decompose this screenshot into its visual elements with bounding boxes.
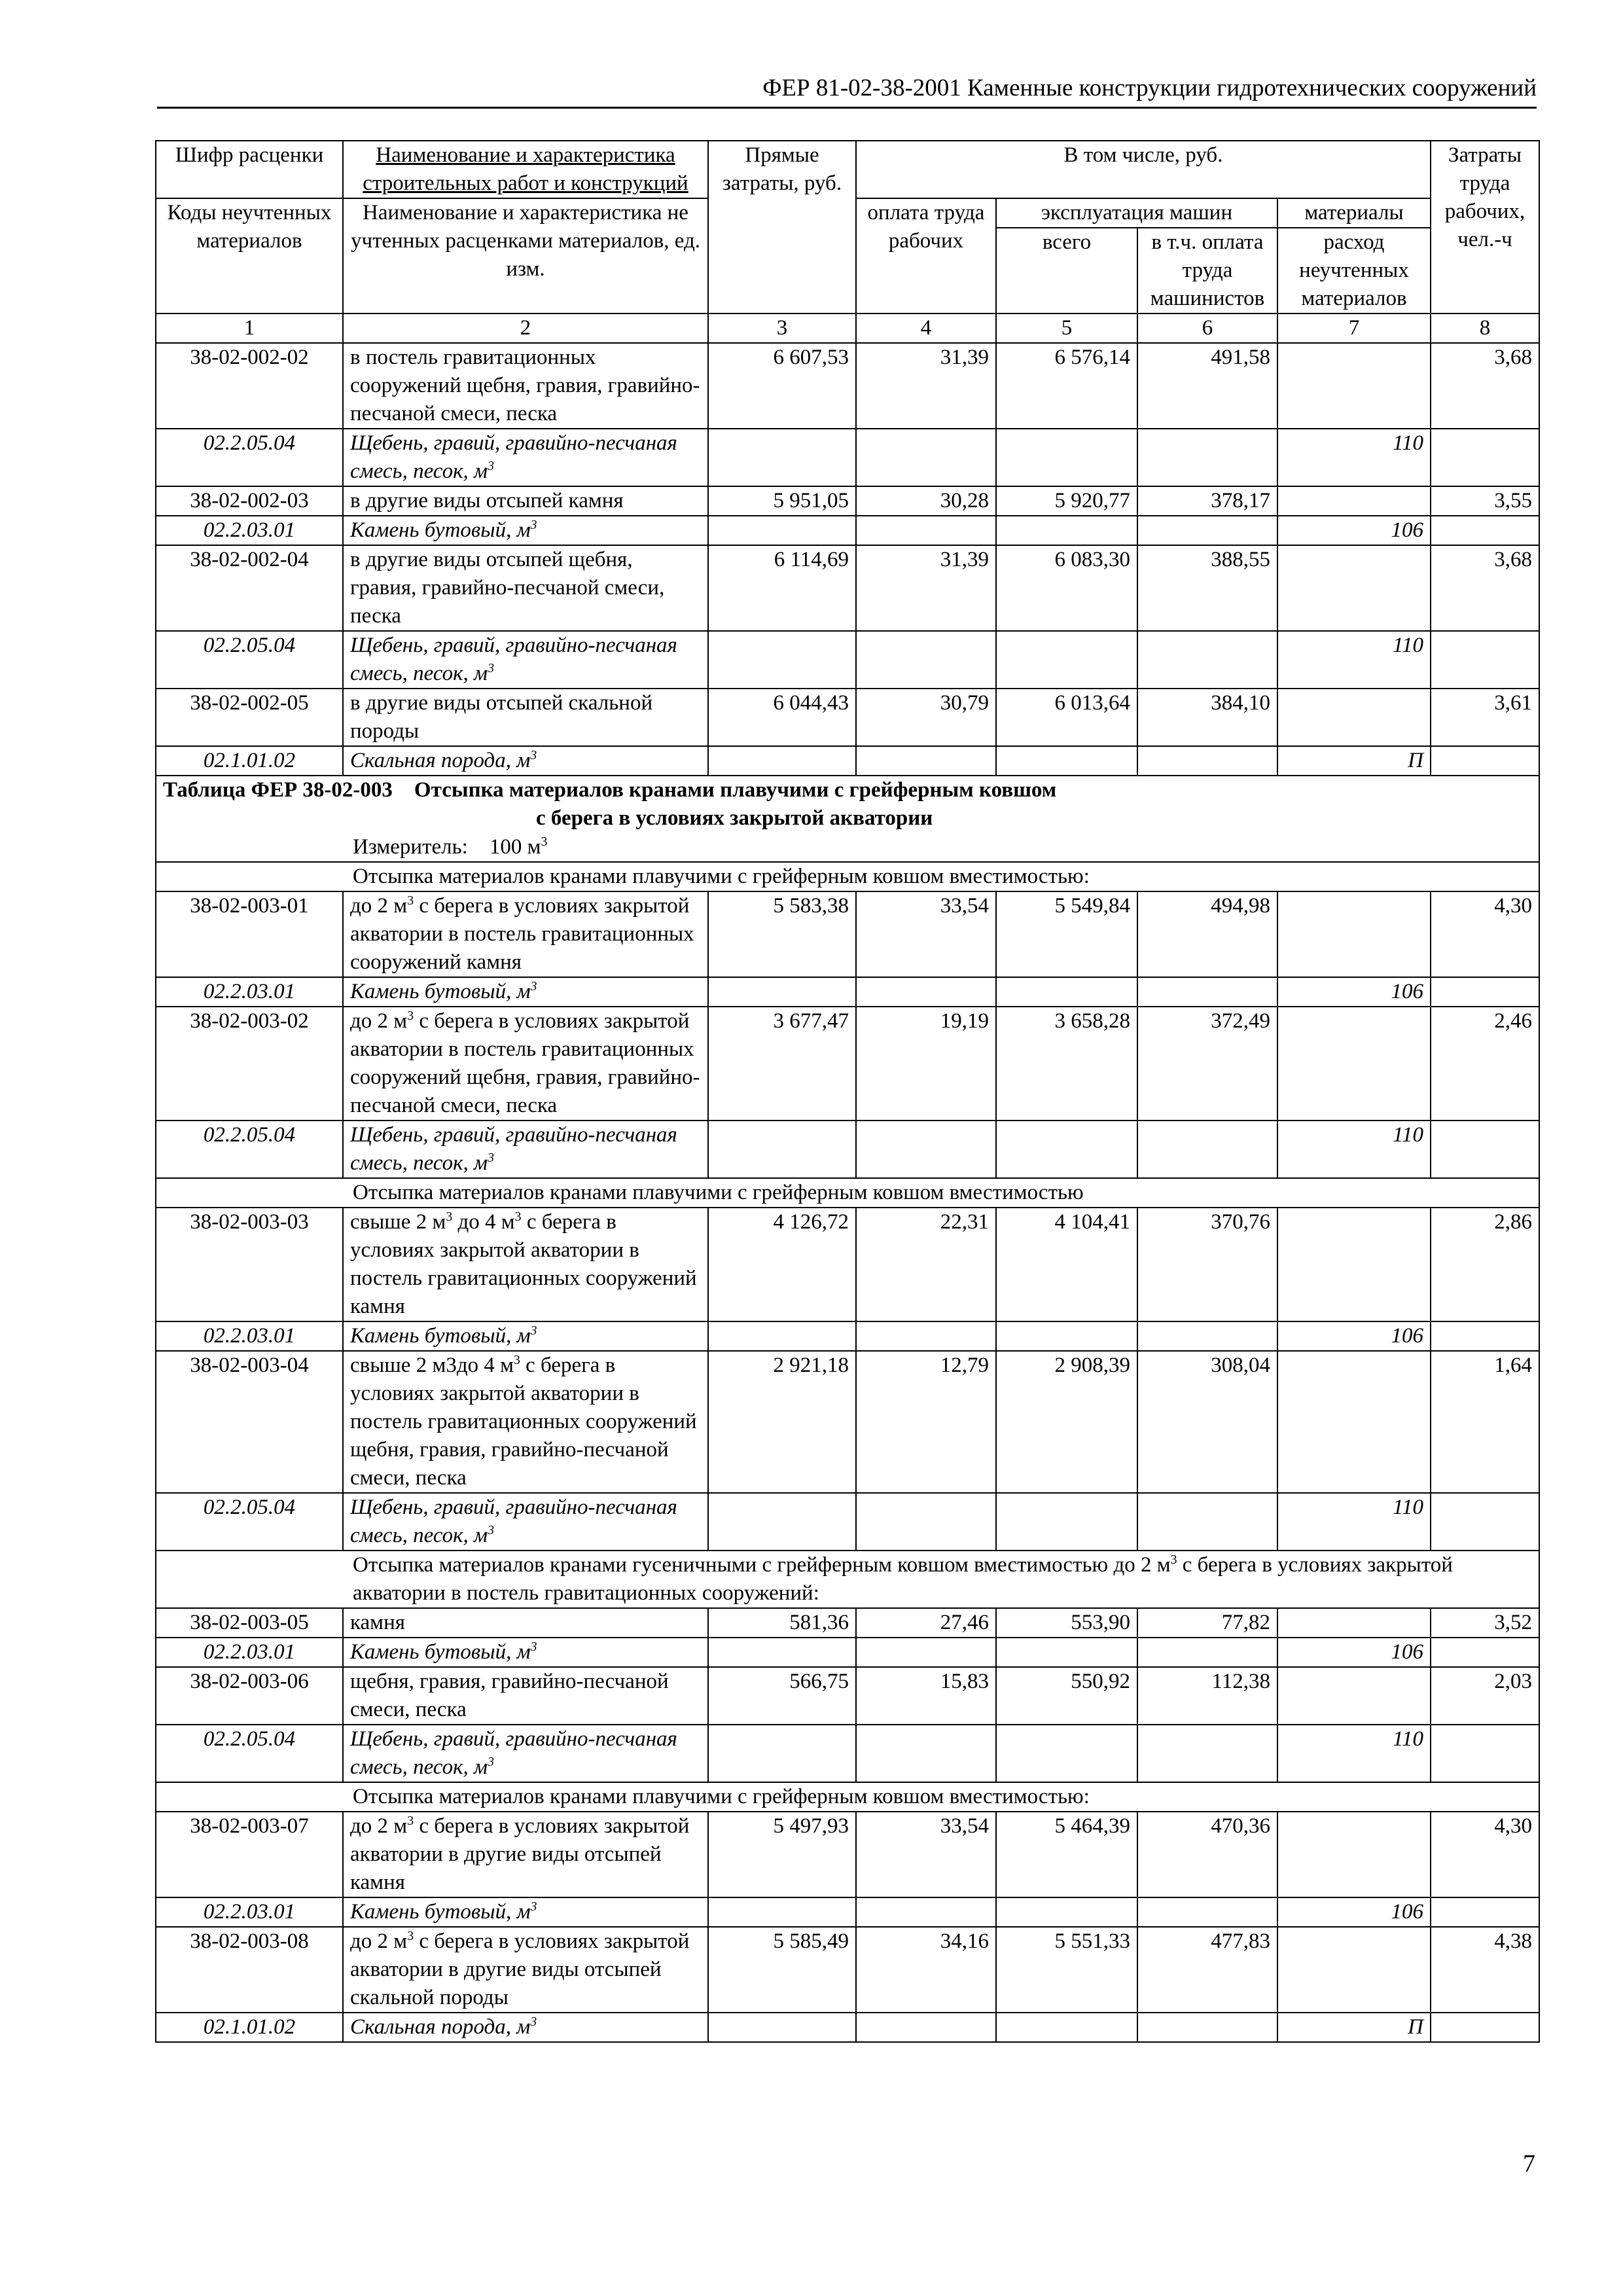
labor-hours: 3,61 xyxy=(1431,689,1539,746)
header-row-1 xyxy=(156,141,1539,198)
material-qty: 110 xyxy=(1277,1725,1431,1782)
materials-cost xyxy=(1277,1608,1431,1638)
machinists-cost: 470,36 xyxy=(1137,1812,1277,1897)
labor-hours: 2,03 xyxy=(1431,1667,1539,1725)
column-number: 3 xyxy=(708,314,856,343)
material-name: Скальная порода, м xyxy=(350,749,531,772)
empty-cell xyxy=(708,1725,856,1782)
machines-cost: 6 576,14 xyxy=(996,343,1137,429)
rate-name-pre: до 2 м xyxy=(350,894,408,918)
empty-cell xyxy=(856,1725,996,1782)
material-name-cell: Скальная порода, $м^3$ xyxy=(343,2013,708,2042)
material-row xyxy=(156,1725,1539,1782)
machines-cost: 4 104,41 xyxy=(996,1208,1137,1321)
material-code: 02.1.01.02 xyxy=(156,746,343,776)
rate-name: щебня, гравия, гравийно-песчаной смеси, песка xyxy=(350,1670,669,1721)
empty-cell xyxy=(1431,1321,1539,1351)
material-name-cell: Камень бутовый, $м^3$ xyxy=(343,1897,708,1927)
empty-cell xyxy=(856,2013,996,2042)
empty-cell xyxy=(1137,631,1277,689)
empty-cell xyxy=(1137,1638,1277,1667)
rate-code: 38-02-003-06 xyxy=(156,1667,343,1725)
empty-cell xyxy=(856,1121,996,1178)
empty-cell xyxy=(1137,1121,1277,1178)
table-row xyxy=(156,1208,1539,1321)
rate-name: свыше 2 м3до 4 $м^3$ с берега в условиях закрытой акватории в постель гравитационных сооружений щебня, гравия, гравийно-песчаной смеси, песка xyxy=(350,1353,697,1490)
direct-cost: 2 921,18 xyxy=(708,1351,856,1493)
machinists-cost: 477,83 xyxy=(1137,1927,1277,2013)
labor-cost: 19,19 xyxy=(856,1007,996,1121)
empty-cell xyxy=(1431,977,1539,1007)
group-text-cont: с берега в условиях закрытой акватории в постель гравитационных сооружений: xyxy=(353,1553,1453,1605)
material-row xyxy=(156,516,1539,545)
direct-cost: 4 126,72 xyxy=(708,1208,856,1321)
machines-header: эксплуатация машин xyxy=(996,198,1277,228)
section-title xyxy=(156,776,1539,862)
rate-name-post: с берега в условиях закрытой акватории в постель гравитационных сооружений щебня, гравия, гравийно-песчаной смеси, песка xyxy=(350,1009,700,1117)
column-number: 7 xyxy=(1277,314,1431,343)
section-title-row xyxy=(156,776,1539,862)
empty-cell xyxy=(856,516,996,545)
material-code: 02.1.01.02 xyxy=(156,2013,343,2042)
direct-cost: 6 044,43 xyxy=(708,689,856,746)
material-code: 02.2.03.01 xyxy=(156,977,343,1007)
empty-cell xyxy=(1137,1321,1277,1351)
materials-cost xyxy=(1277,891,1431,977)
group-caption xyxy=(156,1782,1539,1812)
table-row xyxy=(156,545,1539,631)
group-header: В том числе, руб. xyxy=(856,141,1431,198)
materials-cost xyxy=(1277,1208,1431,1321)
rate-name-cell xyxy=(343,1667,708,1725)
direct-cost: 5 497,93 xyxy=(708,1812,856,1897)
running-header: ФЕР 81-02-38-2001 Каменные конструкции гидротехнических сооружений xyxy=(762,75,1537,101)
machinists-cost: 372,49 xyxy=(1137,1007,1277,1121)
col8-header: Затраты труда рабочих, чел.-ч xyxy=(1431,141,1539,314)
group-row xyxy=(156,1178,1539,1208)
empty-cell xyxy=(1137,1493,1277,1551)
labor-cost: 33,54 xyxy=(856,891,996,977)
measure-line: Измеритель: 100 $м^3$ xyxy=(353,834,548,859)
labor-hours: 2,86 xyxy=(1431,1208,1539,1321)
empty-cell xyxy=(1137,1725,1277,1782)
materials-cost xyxy=(1277,545,1431,631)
rate-name-pre: до 2 м xyxy=(350,1929,408,1953)
empty-cell xyxy=(996,429,1137,486)
rate-name-cell xyxy=(343,545,708,631)
table-row xyxy=(156,1608,1539,1638)
rate-name: в другие виды отсыпей камня xyxy=(350,489,624,512)
empty-cell xyxy=(1431,429,1539,486)
material-name: Камень бутовый, м xyxy=(350,1324,531,1348)
material-qty: 106 xyxy=(1277,1638,1431,1667)
rate-name: камня xyxy=(350,1611,405,1634)
empty-cell xyxy=(1431,1638,1539,1667)
material-qty: 110 xyxy=(1277,1493,1431,1551)
rate-name-cell: до 2 $м^3$ с берега в условиях закрытой акватории в постель гравитационных сооружений щебня, гравия, гравийно-песчаной смеси, песка xyxy=(343,1007,708,1121)
material-qty: 110 xyxy=(1277,631,1431,689)
rate-code: 38-02-003-08 xyxy=(156,1927,343,2013)
col4-header: оплата труда рабочих xyxy=(856,198,996,314)
labor-cost: 33,54 xyxy=(856,1812,996,1897)
rate-name-cell xyxy=(343,1608,708,1638)
col6-header: в т.ч. оплата труда машинистов xyxy=(1137,228,1277,314)
group-row xyxy=(156,1782,1539,1812)
column-number: 8 xyxy=(1431,314,1539,343)
column-numbers-row xyxy=(156,314,1539,343)
empty-cell xyxy=(1431,1121,1539,1178)
labor-cost: 30,28 xyxy=(856,486,996,516)
rate-name-cell xyxy=(343,1351,708,1493)
rate-name: в постель гравитационных сооружений щебня, гравия, гравийно-песчаной смеси, песка xyxy=(350,346,700,425)
material-row xyxy=(156,1493,1539,1551)
labor-hours: 3,68 xyxy=(1431,343,1539,429)
material-row xyxy=(156,2013,1539,2042)
labor-hours: 3,68 xyxy=(1431,545,1539,631)
materials-header: материалы xyxy=(1277,198,1431,228)
machines-cost: 5 920,77 xyxy=(996,486,1137,516)
table-row xyxy=(156,1812,1539,1897)
empty-cell xyxy=(708,1321,856,1351)
col2-top: Наименование и характеристика строительных работ и конструкций xyxy=(343,141,708,198)
machines-cost: 6 083,30 xyxy=(996,545,1137,631)
rate-name-cell xyxy=(343,486,708,516)
labor-cost: 27,46 xyxy=(856,1608,996,1638)
material-name-cell: Камень бутовый, $м^3$ xyxy=(343,1638,708,1667)
labor-cost: 22,31 xyxy=(856,1208,996,1321)
direct-cost: 581,36 xyxy=(708,1608,856,1638)
empty-cell xyxy=(708,429,856,486)
col2-bottom: Наименование и характеристика не учтенных расценками материалов, ед. изм. xyxy=(343,198,708,314)
empty-cell xyxy=(708,1121,856,1178)
materials-cost xyxy=(1277,1927,1431,2013)
rate-name: в другие виды отсыпей скальной породы xyxy=(350,691,653,743)
empty-cell xyxy=(996,516,1137,545)
machines-cost: 5 464,39 xyxy=(996,1812,1137,1897)
material-code: 02.2.03.01 xyxy=(156,1638,343,1667)
machines-cost: 3 658,28 xyxy=(996,1007,1137,1121)
group-text: Отсыпка материалов кранами гусеничными с грейферным ковшом вместимостью до 2 м xyxy=(353,1553,1171,1577)
rate-name-post: с берега в условиях закрытой акватории в другие виды отсыпей камня xyxy=(350,1814,690,1894)
direct-cost: 566,75 xyxy=(708,1667,856,1725)
empty-cell xyxy=(856,1321,996,1351)
table-row xyxy=(156,1667,1539,1725)
rate-name-cell: до 2 $м^3$ с берега в условиях закрытой акватории в другие виды отсыпей скальной породы xyxy=(343,1927,708,2013)
empty-cell xyxy=(1137,746,1277,776)
material-name: Щебень, гравий, гравийно-песчаная смесь, песок, м xyxy=(350,1123,677,1175)
machines-cost: 5 549,84 xyxy=(996,891,1137,977)
machines-cost: 553,90 xyxy=(996,1608,1137,1638)
empty-cell xyxy=(996,631,1137,689)
material-name-cell: Щебень, гравий, гравийно-песчаная смесь, песок, $м^3$ xyxy=(343,1725,708,1782)
group-text: Отсыпка материалов кранами плавучими с грейферным ковшом вместимостью xyxy=(353,1181,1084,1204)
labor-cost: 31,39 xyxy=(856,343,996,429)
material-code: 02.2.03.01 xyxy=(156,1321,343,1351)
group-row xyxy=(156,1551,1539,1608)
material-name: Камень бутовый, м xyxy=(350,1640,531,1664)
empty-cell xyxy=(996,746,1137,776)
direct-cost: 5 585,49 xyxy=(708,1927,856,2013)
empty-cell xyxy=(996,1725,1137,1782)
machinists-cost: 491,58 xyxy=(1137,343,1277,429)
material-name: Камень бутовый, м xyxy=(350,980,531,1003)
empty-cell xyxy=(856,1897,996,1927)
empty-cell xyxy=(856,429,996,486)
material-name-cell: Камень бутовый, $м^3$ xyxy=(343,516,708,545)
empty-cell xyxy=(1137,977,1277,1007)
materials-cost xyxy=(1277,1812,1431,1897)
material-row xyxy=(156,1321,1539,1351)
empty-cell xyxy=(1431,746,1539,776)
empty-cell xyxy=(856,1638,996,1667)
rate-name-cell: до 2 $м^3$ с берега в условиях закрытой акватории в постель гравитационных сооружений камня xyxy=(343,891,708,977)
labor-cost: 31,39 xyxy=(856,545,996,631)
materials-cost xyxy=(1277,343,1431,429)
direct-cost: 6 114,69 xyxy=(708,545,856,631)
material-qty: П xyxy=(1277,2013,1431,2042)
material-name-cell: Щебень, гравий, гравийно-песчаная смесь, песок, $м^3$ xyxy=(343,1121,708,1178)
empty-cell xyxy=(708,2013,856,2042)
rate-code: 38-02-003-07 xyxy=(156,1812,343,1897)
rate-name-cell xyxy=(343,343,708,429)
empty-cell xyxy=(708,746,856,776)
material-name: Щебень, гравий, гравийно-песчаная смесь, песок, м xyxy=(350,1496,677,1547)
rate-name: в другие виды отсыпей щебня, гравия, гравийно-песчаной смеси, песка xyxy=(350,548,665,628)
materials-cost xyxy=(1277,1351,1431,1493)
material-qty: 110 xyxy=(1277,429,1431,486)
column-number: 1 xyxy=(156,314,343,343)
empty-cell xyxy=(996,1493,1137,1551)
empty-cell xyxy=(1431,516,1539,545)
header-rule xyxy=(157,107,1537,109)
material-name: Щебень, гравий, гравийно-песчаная смесь, песок, м xyxy=(350,431,677,483)
labor-hours: 2,46 xyxy=(1431,1007,1539,1121)
material-name: Скальная порода, м xyxy=(350,2015,531,2039)
machinists-cost: 388,55 xyxy=(1137,545,1277,631)
empty-cell xyxy=(708,1493,856,1551)
col1-bottom: Коды неучтенных материалов xyxy=(156,198,343,314)
empty-cell xyxy=(856,631,996,689)
material-name-cell: Щебень, гравий, гравийно-песчаная смесь, песок, $м^3$ xyxy=(343,1493,708,1551)
labor-hours: 1,64 xyxy=(1431,1351,1539,1493)
column-number: 4 xyxy=(856,314,996,343)
labor-hours: 3,55 xyxy=(1431,486,1539,516)
empty-cell xyxy=(996,2013,1137,2042)
column-number: 2 xyxy=(343,314,708,343)
material-code: 02.2.05.04 xyxy=(156,1493,343,1551)
direct-cost: 5 951,05 xyxy=(708,486,856,516)
empty-cell xyxy=(708,516,856,545)
empty-cell xyxy=(1431,1493,1539,1551)
machines-cost: 6 013,64 xyxy=(996,689,1137,746)
labor-cost: 15,83 xyxy=(856,1667,996,1725)
material-qty: 106 xyxy=(1277,977,1431,1007)
material-row xyxy=(156,1897,1539,1927)
rate-name-post: с берега в условиях закрытой акватории в постель гравитационных сооружений камня xyxy=(350,894,694,974)
col1-top: Шифр расценки xyxy=(156,141,343,198)
rate-code: 38-02-003-04 xyxy=(156,1351,343,1493)
machinists-cost: 370,76 xyxy=(1137,1208,1277,1321)
empty-cell xyxy=(1431,2013,1539,2042)
labor-cost: 34,16 xyxy=(856,1927,996,2013)
rate-code: 38-02-002-02 xyxy=(156,343,343,429)
table-row xyxy=(156,1007,1539,1121)
empty-cell xyxy=(1431,1897,1539,1927)
machinists-cost: 308,04 xyxy=(1137,1351,1277,1493)
material-qty: 106 xyxy=(1277,1321,1431,1351)
machinists-cost: 384,10 xyxy=(1137,689,1277,746)
material-name-cell: Щебень, гравий, гравийно-песчаная смесь, песок, $м^3$ xyxy=(343,631,708,689)
empty-cell xyxy=(996,1121,1137,1178)
table-row xyxy=(156,343,1539,429)
empty-cell xyxy=(996,977,1137,1007)
material-row xyxy=(156,746,1539,776)
col5-header: всего xyxy=(996,228,1137,314)
group-caption xyxy=(156,1178,1539,1208)
rate-name-pre: до 2 м xyxy=(350,1009,408,1033)
labor-cost: 30,79 xyxy=(856,689,996,746)
empty-cell xyxy=(708,1897,856,1927)
empty-cell xyxy=(996,1321,1137,1351)
empty-cell xyxy=(856,746,996,776)
direct-cost: 5 583,38 xyxy=(708,891,856,977)
table-row xyxy=(156,891,1539,977)
page-number: 7 xyxy=(1523,2150,1535,2178)
rate-name-cell xyxy=(343,689,708,746)
rate-code: 38-02-003-01 xyxy=(156,891,343,977)
material-code: 02.2.05.04 xyxy=(156,1121,343,1178)
material-row xyxy=(156,1638,1539,1667)
rate-name-cell: до 2 $м^3$ с берега в условиях закрытой акватории в другие виды отсыпей камня xyxy=(343,1812,708,1897)
empty-cell xyxy=(996,1638,1137,1667)
materials-cost xyxy=(1277,486,1431,516)
table-row xyxy=(156,486,1539,516)
table-row xyxy=(156,1927,1539,2013)
empty-cell xyxy=(1137,429,1277,486)
material-qty: 106 xyxy=(1277,516,1431,545)
group-text: Отсыпка материалов кранами плавучими с грейферным ковшом вместимостью: xyxy=(353,865,1090,888)
material-code: 02.2.05.04 xyxy=(156,1725,343,1782)
material-name: Щебень, гравий, гравийно-песчаная смесь, песок, м xyxy=(350,634,677,685)
material-name: Камень бутовый, м xyxy=(350,1900,531,1924)
rates-table xyxy=(155,140,1540,2043)
empty-cell xyxy=(1137,1897,1277,1927)
rate-code: 38-02-002-03 xyxy=(156,486,343,516)
material-qty: П xyxy=(1277,746,1431,776)
rate-code: 38-02-003-03 xyxy=(156,1208,343,1321)
machinists-cost: 112,38 xyxy=(1137,1667,1277,1725)
col7-header: расход неучтенных материалов xyxy=(1277,228,1431,314)
material-name-cell: Камень бутовый, $м^3$ xyxy=(343,977,708,1007)
material-name-cell: Щебень, гравий, гравийно-песчаная смесь, песок, $м^3$ xyxy=(343,429,708,486)
machinists-cost: 378,17 xyxy=(1137,486,1277,516)
rate-name: свыше 2 $м^3$ до 4 $м^3$ с берега в условиях закрытой акватории в постель гравитационных сооружений камня xyxy=(350,1210,697,1318)
empty-cell xyxy=(856,977,996,1007)
table-row xyxy=(156,689,1539,746)
col3-header: Прямые затраты, руб. xyxy=(708,141,856,314)
material-qty: 106 xyxy=(1277,1897,1431,1927)
direct-cost: 6 607,53 xyxy=(708,343,856,429)
column-number: 5 xyxy=(996,314,1137,343)
materials-cost xyxy=(1277,689,1431,746)
machinists-cost: 77,82 xyxy=(1137,1608,1277,1638)
group-text: Отсыпка материалов кранами плавучими с грейферным ковшом вместимостью: xyxy=(353,1785,1090,1808)
rate-code: 38-02-002-05 xyxy=(156,689,343,746)
direct-cost: 3 677,47 xyxy=(708,1007,856,1121)
material-row xyxy=(156,977,1539,1007)
material-code: 02.2.03.01 xyxy=(156,1897,343,1927)
machines-cost: 550,92 xyxy=(996,1667,1137,1725)
group-row xyxy=(156,862,1539,891)
empty-cell xyxy=(1137,2013,1277,2042)
rate-name-cell xyxy=(343,1208,708,1321)
labor-hours: 4,30 xyxy=(1431,1812,1539,1897)
rate-name-post: с берега в условиях закрытой акватории в другие виды отсыпей скальной породы xyxy=(350,1929,690,2009)
empty-cell xyxy=(708,977,856,1007)
section-label: Таблица ФЕР 38-02-003 xyxy=(163,778,393,802)
material-name-cell: Скальная порода, $м^3$ xyxy=(343,746,708,776)
empty-cell xyxy=(1137,516,1277,545)
rate-code: 38-02-003-02 xyxy=(156,1007,343,1121)
measure-label: Измеритель: xyxy=(353,835,468,859)
empty-cell xyxy=(708,631,856,689)
measure-value: 100 м xyxy=(489,835,541,859)
material-name: Щебень, гравий, гравийно-песчаная смесь, песок, м xyxy=(350,1727,677,1779)
material-code: 02.2.05.04 xyxy=(156,429,343,486)
labor-cost: 12,79 xyxy=(856,1351,996,1493)
material-qty: 110 xyxy=(1277,1121,1431,1178)
material-code: 02.2.05.04 xyxy=(156,631,343,689)
material-row xyxy=(156,429,1539,486)
rate-code: 38-02-003-05 xyxy=(156,1608,343,1638)
empty-cell xyxy=(1431,1725,1539,1782)
rate-name-pre: до 2 м xyxy=(350,1814,408,1838)
material-name-cell: Камень бутовый, $м^3$ xyxy=(343,1321,708,1351)
section-title-line1: Отсыпка материалов кранами плавучими с грейферным ковшом xyxy=(414,778,1057,802)
column-number: 6 xyxy=(1137,314,1277,343)
material-name: Камень бутовый, м xyxy=(350,518,531,542)
rate-code: 38-02-002-04 xyxy=(156,545,343,631)
group-caption: Отсыпка материалов кранами гусеничными с грейферным ковшом вместимостью до 2 $м^3$ с берега в условиях закрытой акватории в постель гравитационных сооружений: xyxy=(156,1551,1539,1608)
materials-cost xyxy=(1277,1007,1431,1121)
labor-hours: 4,38 xyxy=(1431,1927,1539,2013)
material-code: 02.2.03.01 xyxy=(156,516,343,545)
empty-cell xyxy=(708,1638,856,1667)
section-title-line2: с берега в условиях закрытой акватории xyxy=(536,806,933,830)
empty-cell xyxy=(1431,631,1539,689)
empty-cell xyxy=(996,1897,1137,1927)
material-row xyxy=(156,1121,1539,1178)
table-row xyxy=(156,1351,1539,1493)
machines-cost: 5 551,33 xyxy=(996,1927,1137,2013)
labor-hours: 3,52 xyxy=(1431,1608,1539,1638)
machines-cost: 2 908,39 xyxy=(996,1351,1137,1493)
materials-cost xyxy=(1277,1667,1431,1725)
group-caption xyxy=(156,862,1539,891)
material-row xyxy=(156,631,1539,689)
empty-cell xyxy=(856,1493,996,1551)
labor-hours: 4,30 xyxy=(1431,891,1539,977)
machinists-cost: 494,98 xyxy=(1137,891,1277,977)
